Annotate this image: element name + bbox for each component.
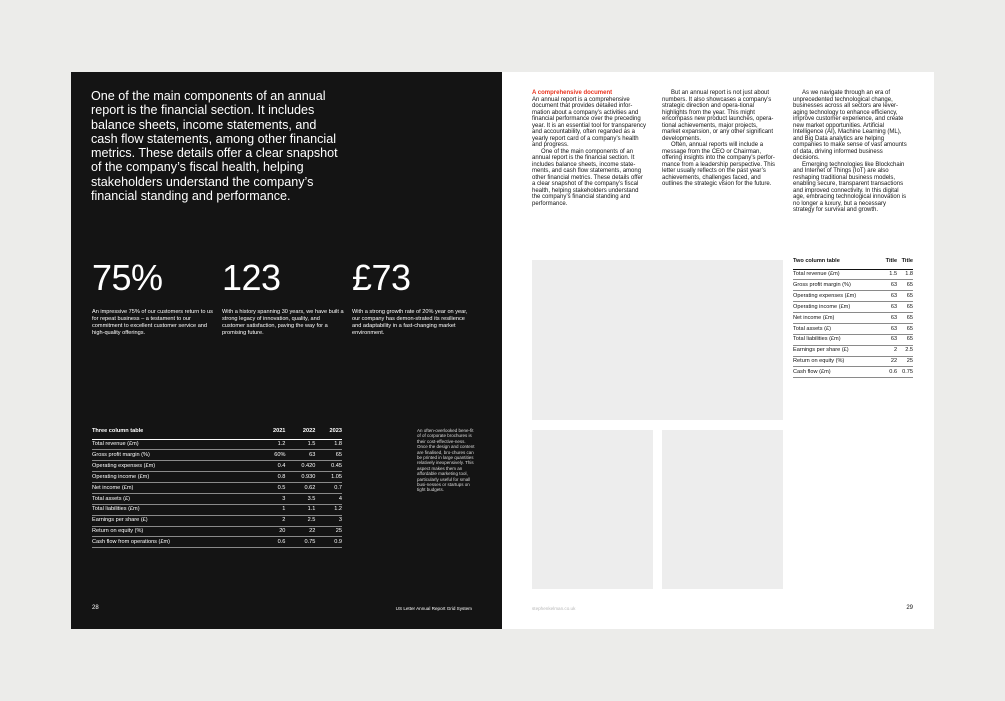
- table-cell: 1.8: [897, 269, 913, 280]
- table-cell: 0.9: [315, 537, 342, 548]
- stat-value: £73: [352, 257, 411, 298]
- table-header-row: [793, 258, 913, 269]
- table-cell: 0.75: [285, 537, 315, 548]
- stat-block: [352, 259, 474, 337]
- table-cell: 0.7: [315, 483, 342, 494]
- table-cell: 0.930: [285, 472, 315, 483]
- left-page: [71, 72, 502, 629]
- table-row: [92, 461, 342, 472]
- table-cell: 2.5: [285, 515, 315, 526]
- table-cell: 0.6: [259, 537, 286, 548]
- table-row: [793, 356, 913, 367]
- table-header: Two column table: [793, 258, 840, 264]
- page-number: 29: [906, 605, 913, 611]
- text-column: [532, 90, 647, 207]
- table-cell: 0.8: [259, 472, 286, 483]
- table-cell: 22: [285, 526, 315, 537]
- row-label: Gross profit margin (%): [793, 280, 881, 291]
- table-row: [92, 439, 342, 450]
- table-cell: 63: [881, 334, 897, 345]
- body-paragraph: Often, annual reports will include a message from the CEO or Chairman, offering insights into the company’s perfor-mance from a leadership perspective. This letter usually reflects on the past year’s achievements, challenges faced, and outlines the strategic vision for the future.: [662, 142, 775, 187]
- table-cell: 1.5: [285, 439, 315, 450]
- body-paragraph: But an annual report is not just about numbers. It also showcases a company’s strategic direction and opera-tional highlights from the year. This might encompass new product launches, opera-tional achievements, major projects, market expansion, or any other significant developments.: [662, 90, 774, 142]
- table-cell: 65: [315, 450, 342, 461]
- image-placeholder: [662, 430, 783, 589]
- section-heading: A comprehensive document: [532, 90, 613, 96]
- body-paragraph: One of the main components of an annual report is the financial section. It includes balance sheets, income state-ments, and cash flow statements, among other financial metrics. These details offer a clear snapshot of the company’s fiscal health, helping stakeholders understand the company’s financial standing and performance.: [532, 148, 643, 207]
- row-label: Gross profit margin (%): [92, 450, 259, 461]
- table-cell: 1: [259, 504, 286, 515]
- table-row: [92, 493, 342, 504]
- row-label: Earnings per share (£): [92, 515, 259, 526]
- table-cell: 0.45: [315, 461, 342, 472]
- table-cell: 3.5: [285, 493, 315, 504]
- table-row: [793, 280, 913, 291]
- row-label: Earnings per share (£): [793, 345, 881, 356]
- table-cell: 65: [897, 302, 913, 313]
- table-cell: 0.4: [259, 461, 286, 472]
- table-row: [793, 367, 913, 378]
- stat-block: [92, 259, 214, 337]
- table-cell: 20: [259, 526, 286, 537]
- row-label: Cash flow (£m): [793, 367, 881, 378]
- table-cell: 3: [259, 493, 286, 504]
- table-row: [92, 515, 342, 526]
- table-cell: 0.5: [259, 483, 286, 494]
- row-label: Net income (£m): [793, 313, 881, 324]
- stat-value: 123: [222, 257, 281, 298]
- table-cell: 65: [897, 334, 913, 345]
- image-placeholder: [532, 260, 783, 420]
- table-cell: 65: [897, 291, 913, 302]
- table-cell: 1.2: [315, 504, 342, 515]
- table-cell: 1.2: [259, 439, 286, 450]
- row-label: Total liabilities (£m): [92, 504, 259, 515]
- table-row: [793, 334, 913, 345]
- stat-description: With a strong growth rate of 20% year on year, our company has demon-strated its resilience and adaptability in a fast-changing market environment.: [352, 309, 468, 336]
- table-header: 2023: [329, 428, 342, 434]
- row-label: Operating income (£m): [92, 472, 259, 483]
- stat-description: With a history spanning 30 years, we have built a strong legacy of innovation, quality, and customer satisfaction, paving the way for a promising future.: [222, 309, 344, 336]
- side-note: An often-overlooked bene-fit of of corporate brochures is their cost-effective-ness. Once the design and content are finalised, bro-chures can be printed in large quantities relatively inexpensively. This aspect makes them an affordable marketing tool, particularly useful for small busi-nesses or startups on tight budgets.: [417, 428, 475, 493]
- page-number: 28: [92, 605, 99, 611]
- body-paragraph: An annual report is a comprehensive document that provides detailed infor-mation about a company’s activities and financial performance over the preceding year. It is an essential tool for transparency and accountability, often regarded as a yearly report card of a company’s health and progress.: [532, 96, 647, 148]
- table-row: [793, 345, 913, 356]
- row-label: Total revenue (£m): [92, 439, 259, 450]
- table-row: [92, 537, 342, 548]
- image-placeholder: [532, 430, 653, 589]
- table-cell: 65: [897, 313, 913, 324]
- table-header: Title: [885, 258, 898, 264]
- table-cell: 63: [881, 291, 897, 302]
- table-row: [793, 291, 913, 302]
- table-header: Title: [901, 258, 913, 264]
- table-header-row: [92, 428, 342, 439]
- table-cell: 63: [881, 302, 897, 313]
- row-label: Operating expenses (£m): [92, 461, 259, 472]
- table-cell: 25: [897, 356, 913, 367]
- table-cell: 65: [897, 280, 913, 291]
- three-column-table: [92, 428, 342, 548]
- right-page: [502, 72, 934, 629]
- table-cell: 2: [259, 515, 286, 526]
- table-header: 2022: [302, 428, 316, 434]
- stat-value: 75%: [92, 257, 163, 298]
- stat-block: [222, 259, 344, 337]
- row-label: Total assets (£): [92, 493, 259, 504]
- text-column: [793, 90, 908, 214]
- body-paragraph: Emerging technologies like Blockchain and Internet of Things (IoT) are also reshaping traditional business models, enabling secure, transparent transactions and improved connectivity. In this digital age, embracing technological innovation is no longer a luxury, but a necessary strategy for survival and growth.: [793, 161, 907, 213]
- table-cell: 1.5: [881, 269, 897, 280]
- table-cell: 3: [315, 515, 342, 526]
- table-cell: 1.1: [285, 504, 315, 515]
- row-label: Total revenue (£m): [793, 269, 881, 280]
- table-cell: 1.8: [315, 439, 342, 450]
- text-column: [662, 90, 777, 188]
- table-row: [92, 526, 342, 537]
- row-label: Total assets (£): [793, 323, 881, 334]
- table-row: [793, 269, 913, 280]
- table-cell: 2.5: [897, 345, 913, 356]
- table-header: 2021: [272, 428, 286, 434]
- two-column-table: [793, 258, 913, 378]
- table-cell: 0.6: [881, 367, 897, 378]
- table-cell: 65: [897, 323, 913, 334]
- row-label: Cash flow from operations (£m): [92, 537, 259, 548]
- table-row: [793, 323, 913, 334]
- table-cell: 0.75: [897, 367, 913, 378]
- row-label: Operating income (£m): [793, 302, 881, 313]
- table-header: Three column table: [92, 428, 144, 434]
- table-row: [793, 302, 913, 313]
- table-cell: 1.05: [315, 472, 342, 483]
- table-row: [92, 472, 342, 483]
- table-cell: 4: [315, 493, 342, 504]
- table-cell: 22: [881, 356, 897, 367]
- table-cell: 63: [881, 313, 897, 324]
- row-label: Return on equity (%): [92, 526, 259, 537]
- table-cell: 63: [285, 450, 315, 461]
- table-cell: 60%: [259, 450, 286, 461]
- website-link[interactable]: stephenkelman.co.uk: [532, 606, 576, 611]
- table-cell: 2: [881, 345, 897, 356]
- table-cell: 63: [881, 280, 897, 291]
- table-row: [92, 504, 342, 515]
- stat-description: An impressive 75% of our customers return to us for repeat business – a testament to our commitment to excellent customer service and high-quality offerings.: [92, 309, 213, 336]
- table-row: [793, 313, 913, 324]
- intro-paragraph: One of the main components of an annual report is the financial section. It includes balance sheets, income statements, and cash flow statements, among other financial metrics. These details offer a clear snapshot of the company’s fiscal health, helping stakeholders understand the company’s financial standing and performance.: [91, 89, 338, 204]
- table-row: [92, 483, 342, 494]
- running-title: US Letter Annual Report Grid System: [395, 606, 472, 611]
- table-cell: 0.62: [285, 483, 315, 494]
- table-cell: 25: [315, 526, 342, 537]
- table-row: [92, 450, 342, 461]
- row-label: Total liabilities (£m): [793, 334, 881, 345]
- row-label: Net income (£m): [92, 483, 259, 494]
- table-cell: 0.420: [285, 461, 315, 472]
- body-paragraph: As we navigate through an era of unprecedented technological change, businesses across all sectors are lever-aging technology to enhance efficiency, improve customer experience, and create new market opportunities. Artificial Intelligence (AI), Machine Learning (ML), and Big Data analytics are helping companies to make sense of vast amounts of data, driving informed business decisions.: [793, 90, 907, 161]
- row-label: Operating expenses (£m): [793, 291, 881, 302]
- table-cell: 63: [881, 323, 897, 334]
- row-label: Return on equity (%): [793, 356, 881, 367]
